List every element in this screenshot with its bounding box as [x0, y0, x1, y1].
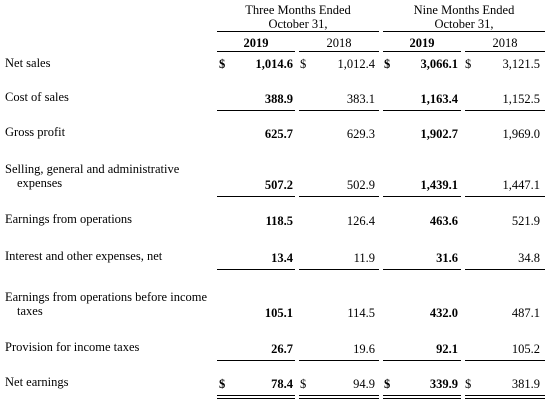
cell-gross-profit-ytd-2018: 1,969.0 — [502, 127, 540, 141]
subtotal-rule — [299, 110, 379, 111]
total-double-rule — [383, 395, 461, 399]
cell-ebt-ytd-2019: 432.0 — [429, 306, 458, 320]
row-label-net-sales: Net sales — [5, 56, 51, 70]
cell-interest-ytd-2018: 34.8 — [518, 251, 540, 265]
subtotal-rule — [299, 360, 379, 361]
cell-sga-q-2019: 507.2 — [264, 178, 293, 192]
subtotal-rule — [465, 269, 545, 270]
cell-tax-q-2018: 19.6 — [353, 342, 375, 356]
year-rule-q-2018 — [299, 51, 379, 52]
year-rule-ytd-2019 — [383, 51, 461, 52]
row-label-sga-line2: expenses — [17, 176, 63, 190]
cell-net-earnings-ytd-2018: 381.9 — [511, 377, 540, 391]
subtotal-rule — [383, 110, 461, 111]
three-months-header — [217, 3, 379, 31]
cell-tax-ytd-2018: 105.2 — [511, 342, 540, 356]
year-header-ytd-2018: 2018 — [492, 36, 518, 50]
currency-symbol: $ — [465, 57, 472, 71]
currency-symbol: $ — [384, 377, 391, 391]
total-double-rule — [217, 395, 295, 399]
cell-sga-ytd-2019: 1,439.1 — [420, 178, 458, 192]
row-label-net-earnings: Net earnings — [5, 375, 69, 389]
row-label-earnings-before-taxes-line1: Earnings from operations before income — [5, 290, 208, 304]
cell-gross-profit-q-2019: 625.7 — [264, 127, 293, 141]
cell-net-earnings-ytd-2019: 339.9 — [429, 377, 458, 391]
nine-months-header — [383, 3, 545, 31]
subtotal-rule — [383, 360, 461, 361]
cell-eo-ytd-2019: 463.6 — [429, 214, 458, 228]
cell-eo-q-2019: 118.5 — [265, 214, 293, 228]
header-rule-nine-months — [383, 31, 545, 32]
cell-net-earnings-q-2019: 78.4 — [271, 377, 293, 391]
subtotal-rule — [383, 269, 461, 270]
cell-ebt-ytd-2018: 487.1 — [511, 306, 540, 320]
subtotal-rule — [217, 196, 295, 197]
year-header-ytd-2019: 2019 — [409, 36, 435, 50]
cell-net-sales-q-2018: 1,012.4 — [337, 57, 375, 71]
subtotal-rule — [217, 360, 295, 361]
cell-interest-q-2019: 13.4 — [271, 251, 293, 265]
row-label-sga-line1: Selling, general and administrative — [5, 162, 180, 176]
row-label-earnings-from-operations: Earnings from operations — [5, 212, 133, 226]
subtotal-rule — [465, 196, 545, 197]
subtotal-rule — [465, 110, 545, 111]
header-rule-three-months — [217, 31, 379, 32]
cell-cost-of-sales-ytd-2019: 1,163.4 — [420, 92, 458, 106]
cell-ebt-q-2018: 114.5 — [347, 306, 375, 320]
currency-symbol: $ — [219, 377, 226, 391]
cell-tax-q-2019: 26.7 — [271, 342, 293, 356]
currency-symbol: $ — [300, 57, 307, 71]
currency-symbol: $ — [465, 377, 472, 391]
cell-cost-of-sales-q-2019: 388.9 — [264, 92, 293, 106]
cell-net-earnings-q-2018: 94.9 — [353, 377, 375, 391]
cell-gross-profit-q-2018: 629.3 — [346, 127, 375, 141]
nine-months-header-line1: Nine Months Ended — [413, 3, 515, 17]
year-rule-ytd-2018 — [465, 51, 545, 52]
currency-symbol: $ — [384, 57, 391, 71]
cell-cost-of-sales-ytd-2018: 1,152.5 — [502, 92, 540, 106]
cell-net-sales-ytd-2018: 3,121.5 — [502, 57, 540, 71]
cell-ebt-q-2019: 105.1 — [264, 306, 293, 320]
cell-sga-q-2018: 502.9 — [346, 178, 375, 192]
subtotal-rule — [465, 360, 545, 361]
row-label-provision-for-taxes: Provision for income taxes — [5, 340, 140, 354]
cell-cost-of-sales-q-2018: 383.1 — [346, 92, 375, 106]
cell-interest-ytd-2019: 31.6 — [436, 251, 458, 265]
three-months-header-line1: Three Months Ended — [245, 3, 351, 17]
three-months-header-line2: October 31, — [268, 17, 328, 31]
year-rule-q-2019 — [217, 51, 295, 52]
subtotal-rule — [217, 269, 295, 270]
row-label-earnings-before-taxes-line2: taxes — [17, 304, 43, 318]
cell-gross-profit-ytd-2019: 1,902.7 — [420, 127, 458, 141]
subtotal-rule — [383, 196, 461, 197]
cell-sga-ytd-2018: 1,447.1 — [502, 178, 540, 192]
subtotal-rule — [299, 269, 379, 270]
currency-symbol: $ — [219, 57, 226, 71]
year-header-q-2018: 2018 — [326, 36, 352, 50]
subtotal-rule — [217, 110, 295, 111]
row-label-cost-of-sales: Cost of sales — [5, 90, 69, 104]
total-double-rule — [299, 395, 379, 399]
row-label-gross-profit: Gross profit — [5, 125, 66, 139]
nine-months-header-line2: October 31, — [434, 17, 494, 31]
cell-tax-ytd-2019: 92.1 — [436, 342, 458, 356]
cell-interest-q-2018: 11.9 — [353, 251, 375, 265]
row-label-interest-and-other: Interest and other expenses, net — [5, 249, 163, 263]
currency-symbol: $ — [300, 377, 307, 391]
cell-net-sales-q-2019: 1,014.6 — [255, 57, 293, 71]
cell-eo-q-2018: 126.4 — [346, 214, 375, 228]
year-header-q-2019: 2019 — [243, 36, 269, 50]
cell-net-sales-ytd-2019: 3,066.1 — [420, 57, 458, 71]
cell-eo-ytd-2018: 521.9 — [511, 214, 540, 228]
subtotal-rule — [299, 196, 379, 197]
total-double-rule — [465, 395, 545, 399]
